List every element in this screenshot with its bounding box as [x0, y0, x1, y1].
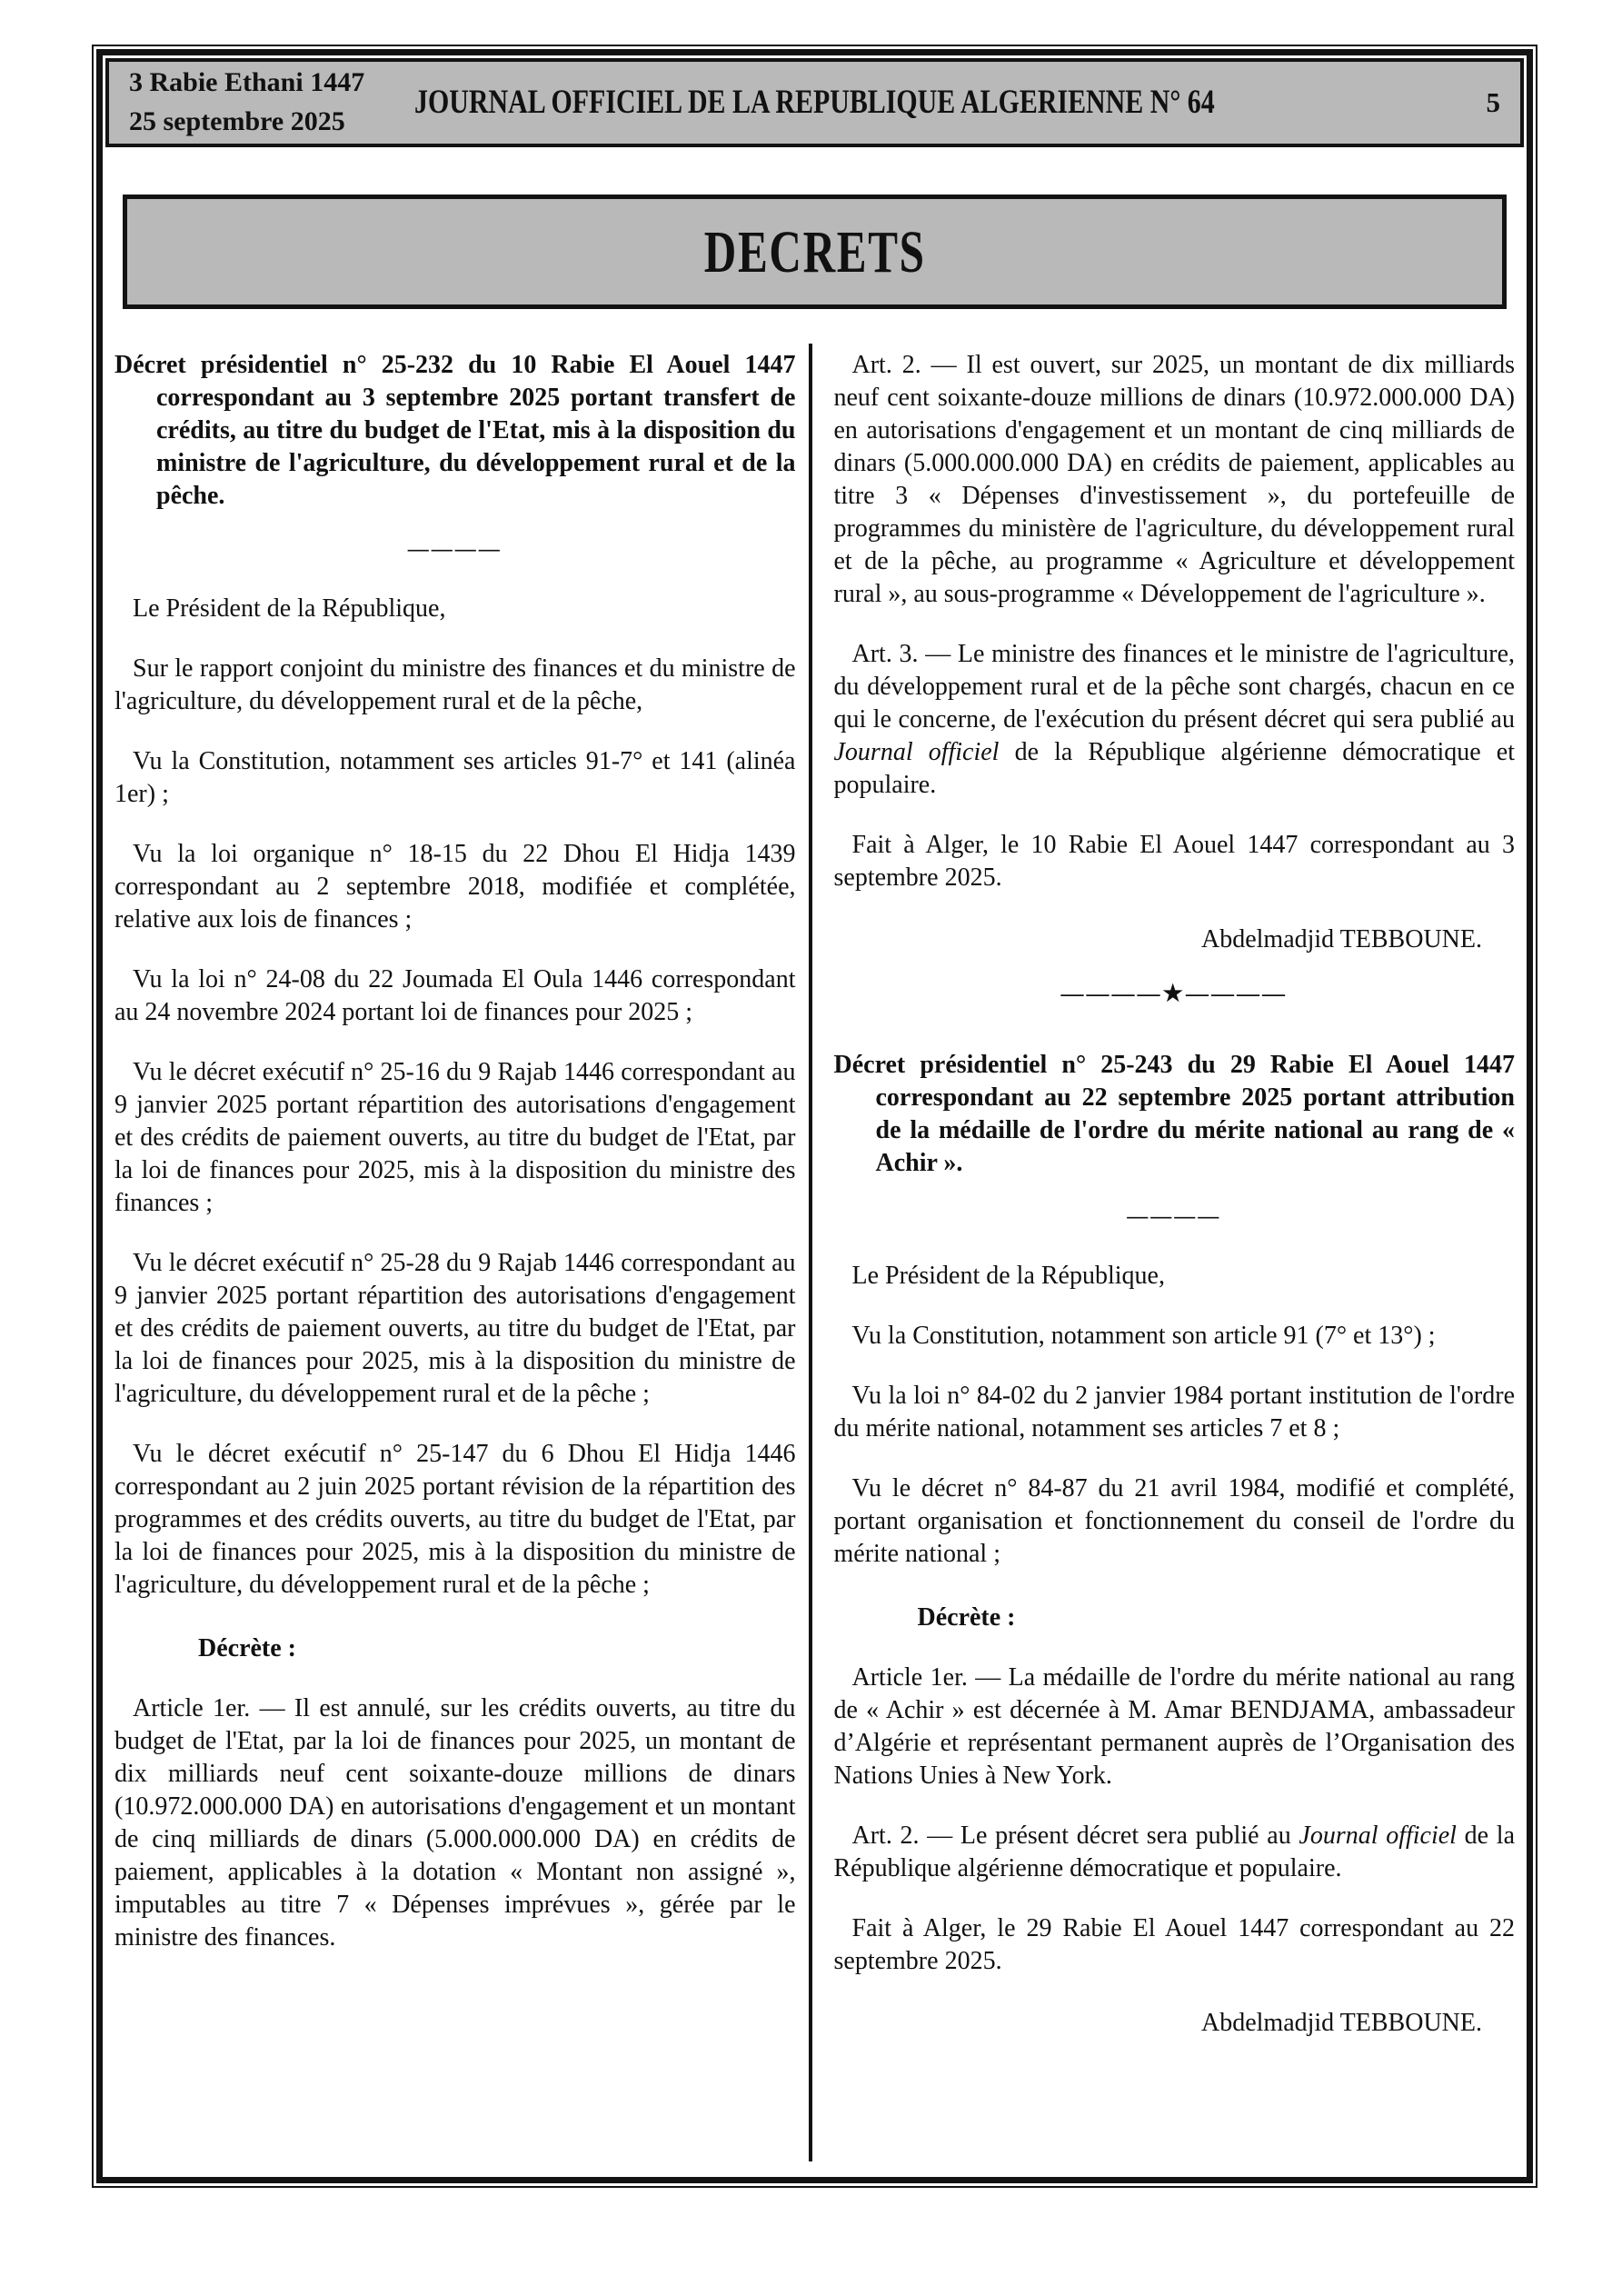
paragraph-constitution: Vu la Constitution, notamment son article 91 (7° et 13°) ;	[851, 1322, 1436, 1350]
paragraph-president: Le Président de la République,	[851, 1262, 1165, 1290]
left-column	[114, 344, 809, 2161]
decree-1-title: Décret présidentiel n° 25-232 du 10 Rabie El Aouel 1447 correspondant au 3 septembre 2025 portant transfert de crédits, au titre du budget de l'Etat, mis à la disposition du ministre de l'agriculture, du développement rural et de la pêche.	[114, 351, 796, 510]
hijri-date: 3 Rabie Ethani 1447	[129, 67, 365, 98]
decrete-label: Décrète :	[917, 1603, 1016, 1632]
decrets-banner-label: DECRETS	[703, 218, 926, 285]
paragraph-art-2-decree2: Art. 2. — Le présent décret sera publié au Journal officiel de la République algérienne démocratique et populaire.	[833, 1822, 1516, 1882]
two-column-body	[103, 344, 1527, 2161]
journal-officiel-italic: Journal officiel	[1299, 1822, 1457, 1850]
decrets-banner	[123, 195, 1507, 309]
masthead-dates	[129, 64, 364, 141]
page-number: 5	[1486, 86, 1500, 118]
paragraph-fait-1: Fait à Alger, le 10 Rabie El Aouel 1447 correspondant au 3 septembre 2025.	[833, 831, 1515, 892]
dash-separator: ————	[1127, 1204, 1222, 1227]
paragraph-decret-84-87: Vu le décret n° 84-87 du 21 avril 1984, modifié et complété, portant organisation et fonctionnement du conseil de l'ordre du mérite national ;	[833, 1474, 1515, 1568]
decree-2-title: Décret présidentiel n° 25-243 du 29 Rabie El Aouel 1447 correspondant au 22 septembre 2025 portant attribution de la médaille de l'ordre du mérite national au rang de « Achir ».	[833, 1051, 1515, 1177]
decrete-label: Décrète :	[198, 1634, 297, 1662]
paragraph-president: Le Président de la République,	[133, 594, 446, 623]
paragraph-rapport: Sur le rapport conjoint du ministre des finances et du ministre de l'agriculture, du développement rural et de la pêche,	[114, 654, 796, 715]
paragraph-art-3: Art. 3. — Le ministre des finances et le ministre de l'agriculture, du développement rural et de la pêche sont chargés, chacun en ce qui le concerne, de l'exécution du présent décret qui sera publié au Journal officiel de la République algérienne démocratique et populaire.	[833, 640, 1515, 799]
signature-2: Abdelmadjid TEBBOUNE.	[1200, 2009, 1482, 2037]
paragraph-decret-25-28: Vu le décret exécutif n° 25-28 du 9 Rajab 1446 correspondant au 9 janvier 2025 portant répartition des autorisations d'engagement et des crédits de paiement ouverts, au titre du budget de l'Etat, par la loi de finances pour 2025, mis à la disposition du ministre de l'agriculture, du développement rural et de la pêche ;	[114, 1249, 796, 1408]
paragraph-article-1: Article 1er. — Il est annulé, sur les crédits ouverts, au titre du budget de l'Etat, par la loi de finances pour 2025, un montant de dix milliards neuf cent soixante-douze millions de dinars (10.972.000.000 DA) en autorisations d'engagement et un montant de cinq milliards de dinars (5.000.000.000 DA) en crédits de paiement, applicables à la dotation « Montant non assigné », imputables au titre 7 « Dépenses imprévues », gérée par le ministre des finances.	[114, 1694, 796, 1952]
paragraph-decret-25-16: Vu le décret exécutif n° 25-16 du 9 Rajab 1446 correspondant au 9 janvier 2025 portant répartition des autorisations d'engagement et des crédits de paiement ouverts, au titre du budget de l'Etat, par la loi de finances pour 2025, mis à la disposition du ministre des finances ;	[114, 1058, 796, 1217]
star-separator: ————★————	[1060, 982, 1288, 1006]
paragraph-article-1: Article 1er. — La médaille de l'ordre du mérite national au rang de « Achir » est décernée à M. Amar BENDJAMA, ambassadeur d’Algérie et représentant permanent auprès de l’Organisation des Nations Unies à New York.	[833, 1663, 1515, 1790]
page-frame	[96, 49, 1533, 2183]
right-column	[812, 344, 1516, 2161]
dash-separator: ————	[407, 537, 503, 560]
paragraph-loi-24-08: Vu la loi n° 24-08 du 22 Joumada El Oula 1446 correspondant au 24 novembre 2024 portant loi de finances pour 2025 ;	[114, 965, 796, 1026]
journal-title: JOURNAL OFFICIEL DE LA REPUBLIQUE ALGERIENNE N° 64	[414, 84, 1215, 121]
paragraph-loi-84-02: Vu la loi n° 84-02 du 2 janvier 1984 portant institution de l'ordre du mérite national, notamment ses articles 7 et 8 ;	[833, 1382, 1515, 1442]
signature-1: Abdelmadjid TEBBOUNE.	[1200, 925, 1482, 953]
journal-officiel-italic: Journal officiel	[833, 738, 1000, 766]
paragraph-decret-25-147: Vu le décret exécutif n° 25-147 du 6 Dhou El Hidja 1446 correspondant au 2 juin 2025 portant révision de la répartition des programmes et des crédits ouverts, au titre du budget de l'Etat, par la loi de finances pour 2025, mis à la disposition du ministre de l'agriculture, du développement rural et de la pêche ;	[114, 1440, 796, 1599]
paragraph-constitution: Vu la Constitution, notamment ses articles 91-7° et 141 (alinéa 1er) ;	[114, 747, 796, 808]
paragraph-art-2: Art. 2. — Il est ouvert, sur 2025, un montant de dix milliards neuf cent soixante-douze millions de dinars (10.972.000.000 DA) en autorisations d'engagement et un montant de cinq milliards de dinars (5.000.000.000 DA) en crédits de paiement, applicables au titre 3 « Dépenses d'investissement », du portefeuille de programmes du ministère de l'agriculture, du développement rural et de la pêche, au programme « Agriculture et développement rural », au sous-programme « Développement de l'agriculture ».	[833, 351, 1515, 608]
paragraph-loi-organique: Vu la loi organique n° 18-15 du 22 Dhou El Hidja 1439 correspondant au 2 septembre 2018, modifiée et complétée, relative aux lois de finances ;	[114, 840, 796, 933]
masthead	[105, 58, 1524, 147]
paragraph-fait-2: Fait à Alger, le 29 Rabie El Aouel 1447 correspondant au 22 septembre 2025.	[833, 1914, 1515, 1975]
gregorian-date: 25 septembre 2025	[129, 106, 345, 136]
